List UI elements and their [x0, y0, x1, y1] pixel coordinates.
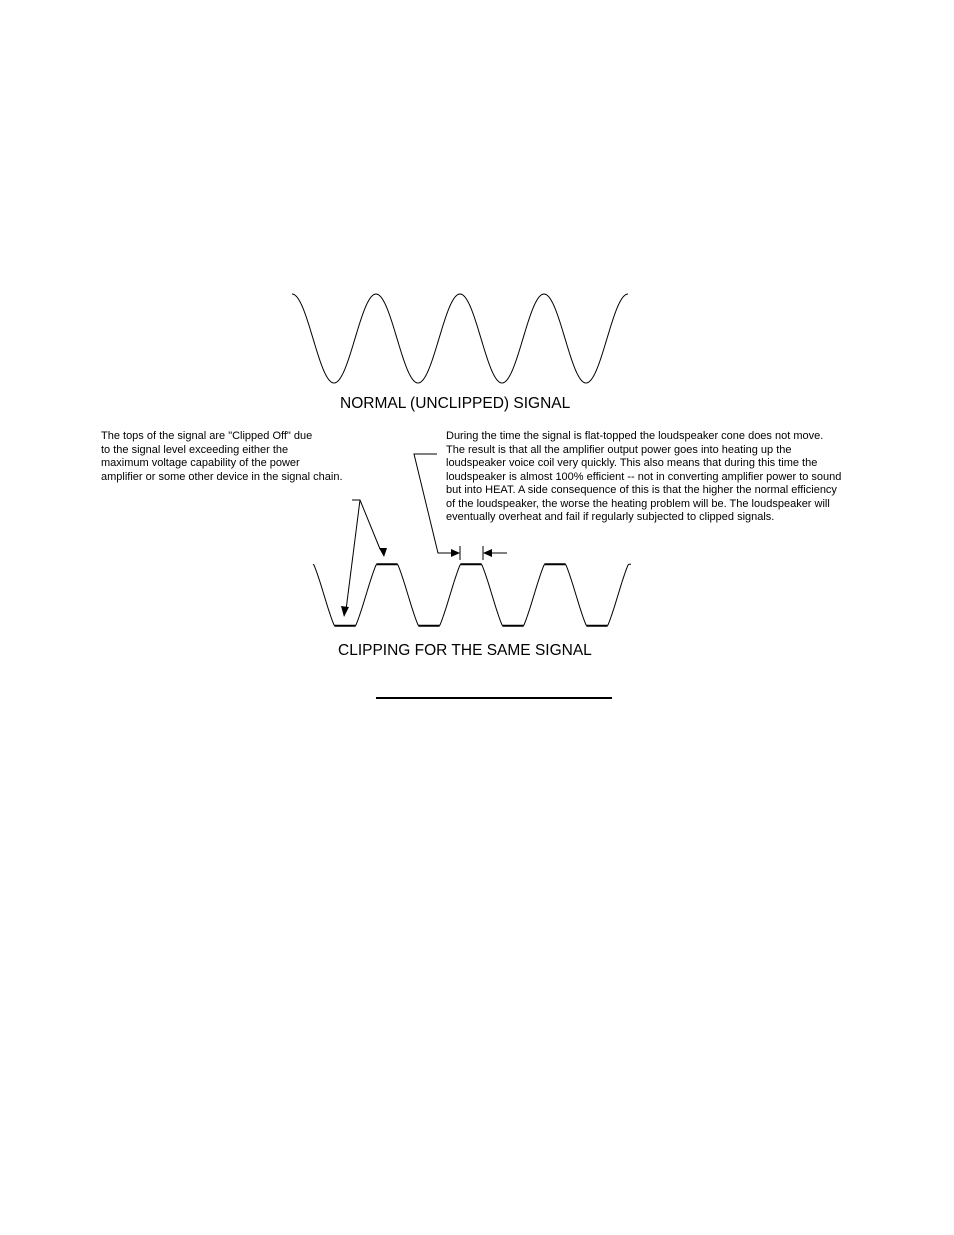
- normal-signal-caption: NORMAL (UNCLIPPED) SIGNAL: [340, 395, 571, 412]
- callout-leader-line: [346, 500, 360, 610]
- clipped-flat-segments: [334, 564, 607, 626]
- arrowhead: [451, 549, 460, 557]
- clipped-signal-caption: CLIPPING FOR THE SAME SIGNAL: [338, 642, 592, 659]
- callout-leader-line: [352, 500, 380, 549]
- arrowhead: [341, 606, 349, 617]
- horizontal-rule: [376, 697, 612, 699]
- arrowhead: [483, 549, 492, 557]
- clipped-wave: [313, 564, 631, 626]
- clipped-off-note: The tops of the signal are "Clipped Off" due to the signal level exceeding either the maximum voltage capability of the power amplifier or some other device in the signal chain.: [101, 430, 343, 483]
- clipped-off-callout: [346, 500, 380, 610]
- normal-sine-wave: [292, 294, 628, 383]
- arrowhead: [379, 548, 387, 557]
- flat-top-note: During the time the signal is flat-topped the loudspeaker cone does not move. The result is that all the amplifier output power goes into heating up the loudspeaker voice coil very quickly. This also means that during this time the loudspeaker is almost 100% efficient -- not in converting amplifier power to sound but into HEAT. A side consequence of this is that the higher the normal efficiency of the loudspeaker, the worse the heating problem will be. The loudspeaker will eventually overheat and fail if regularly subjected to clipped signals.: [446, 430, 842, 523]
